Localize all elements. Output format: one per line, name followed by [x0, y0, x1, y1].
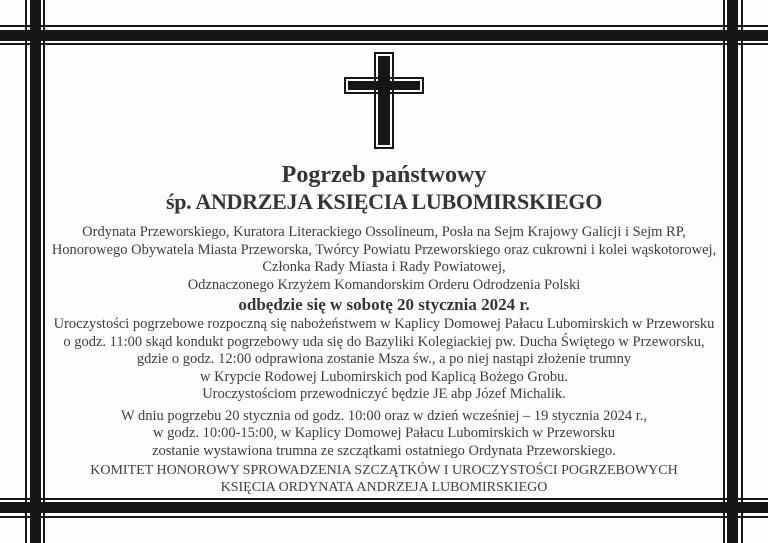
- honors-paragraph: [0, 224, 768, 294]
- ceremony-line: o godz. 11:00 skąd kondukt pogrzebowy uda się do Bazyliki Kolegiackiej pw. Ducha Świętego w Przeworsku,: [63, 333, 705, 350]
- viewing-line: W dniu pogrzebu 20 stycznia od godz. 10:00 oraz w dzień wcześniej – 19 stycznia 2024 r.,: [120, 407, 648, 424]
- ceremony-line: w Krypcie Rodowej Lubomirskich pod Kaplicą Bożego Grobu.: [199, 368, 569, 385]
- honors-line: Członka Rady Miasta i Rady Powiatowej,: [262, 259, 506, 275]
- deceased-name: śp. ANDRZEJA KSIĘCIA LUBOMIRSKIEGO: [165, 189, 603, 214]
- notice-content: [0, 162, 768, 496]
- viewing-paragraph: [0, 408, 768, 461]
- ceremony-line: Uroczystości pogrzebowe rozpoczną się nabożeństwem w Kaplicy Domowej Pałacu Lubomirskich w Przeworsku: [53, 316, 715, 332]
- committee-paragraph: [0, 462, 768, 496]
- ceremony-line: gdzie o godz. 12:00 odprawiona zostanie Msza św., a po niej nastąpi złożenie trumny: [136, 351, 632, 367]
- viewing-line: zostanie wystawiona trumna ze szczątkami ostatniego Ordynata Przeworskiego.: [152, 442, 616, 459]
- honors-line: Odznaczonego Krzyżem Komandorskim Orderu Odrodzenia Polski: [187, 276, 581, 293]
- committee-line: KSIĘCIA ORDYNATA ANDRZEJA LUBOMIRSKIEGO: [220, 480, 548, 495]
- honors-line: Honorowego Obywatela Miasta Przeworska, Twórcy Powiatu Przeworskiego oraz cukrowni i kolei wąskotorowej,: [51, 241, 717, 258]
- committee-line: KOMITET HONOROWY SPROWADZENIA SZCZĄTKÓW I UROCZYSTOŚCI POGRZEBOWYCH: [90, 463, 678, 478]
- cross-vertical-bar: [374, 52, 394, 149]
- honors-line: Ordynata Przeworskiego, Kuratora Literackiego Ossolineum, Posła na Sejm Krajowy Galicji i Sejm RP,: [82, 224, 686, 240]
- notice-title: Pogrzeb państwowy: [281, 162, 487, 188]
- frame-bottom-border: [0, 498, 768, 518]
- funeral-date-line: odbędzie się w sobotę 20 stycznia 2024 r.: [238, 295, 530, 314]
- ceremony-paragraph: [0, 316, 768, 404]
- frame-top-border: [0, 25, 768, 45]
- viewing-line: w godz. 10:00-15:00, w Kaplicy Domowej Pałacu Lubomirskich w Przeworsku: [153, 425, 615, 441]
- ceremony-line: Uroczystościom przewodniczyć będzie JE abp Józef Michalik.: [202, 386, 566, 402]
- cross-horizontal-bar: [344, 77, 424, 94]
